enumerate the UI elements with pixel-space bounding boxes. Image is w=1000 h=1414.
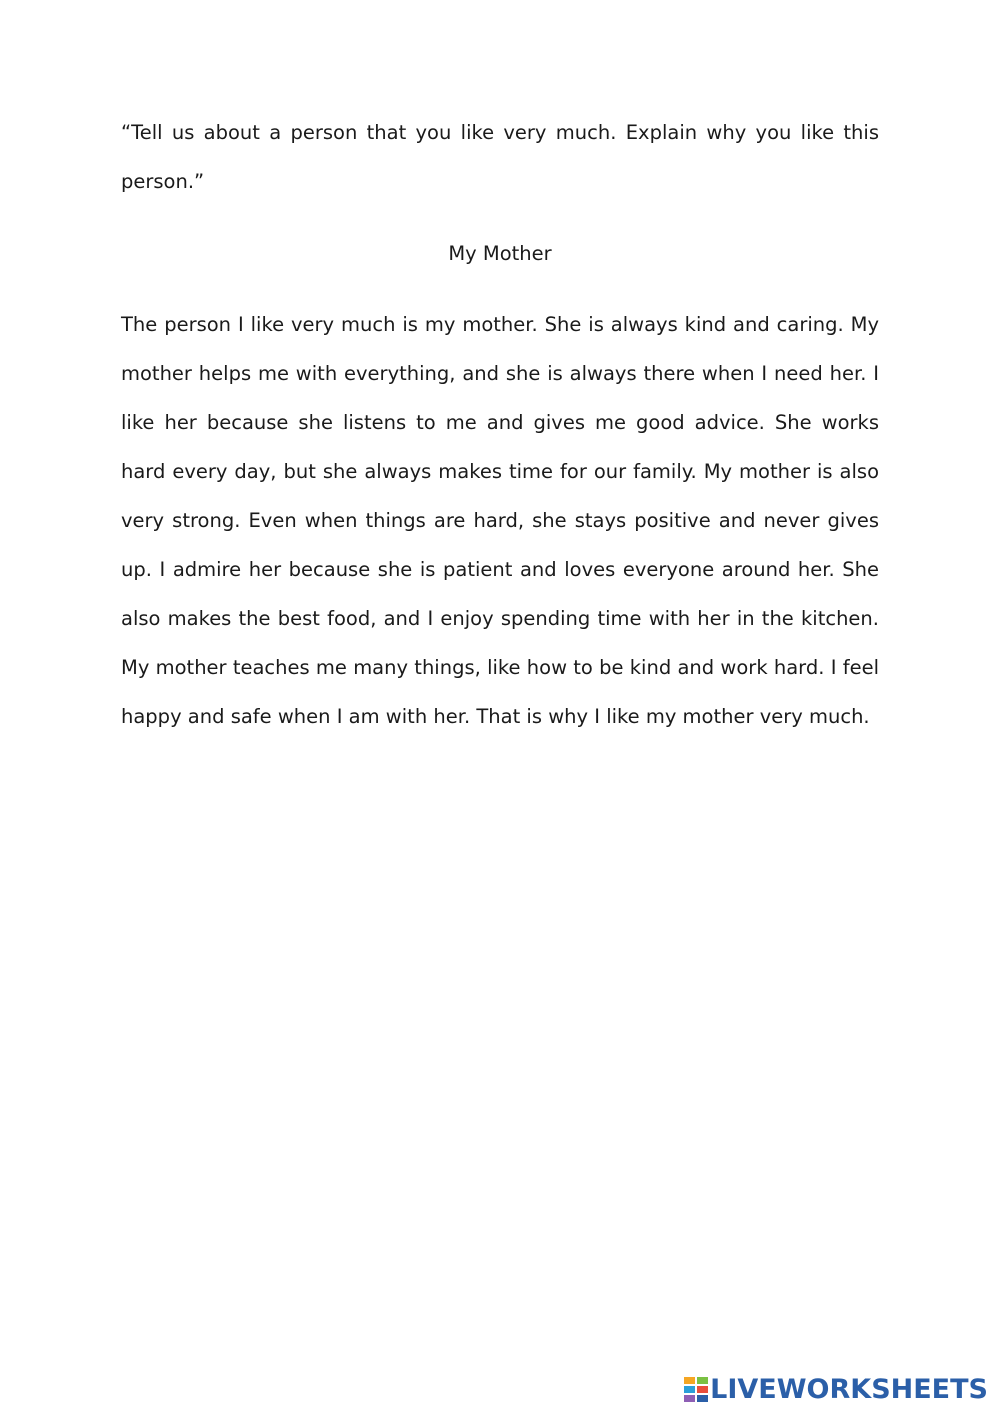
essay-body: The person I like very much is my mother. She is always kind and caring. My mother helps me with everything, and she is always there when I need her. I like her because she listens to me and gives me good advice. She works hard every day, but she always makes time for our family. My mother is also very strong. Even when things are hard, she stays positive and never gives up. I admire her because she is patient and loves everyone around her. She also makes the best food, and I enjoy spending time with her in the kitchen. My mother teaches me many things, like how to be kind and work hard. I feel happy and safe when I am with her. That is why I like my mother very much.	[121, 313, 879, 728]
liveworksheets-logo-icon	[684, 1377, 708, 1403]
brand-name: LIVEWORKSHEETS	[710, 1374, 988, 1405]
writing-prompt: “Tell us about a person that you like very much. Explain why you like this person.”	[121, 121, 879, 193]
document-page	[121, 108, 879, 741]
liveworksheets-brand	[684, 1372, 988, 1408]
essay-title: My Mother	[448, 242, 552, 265]
